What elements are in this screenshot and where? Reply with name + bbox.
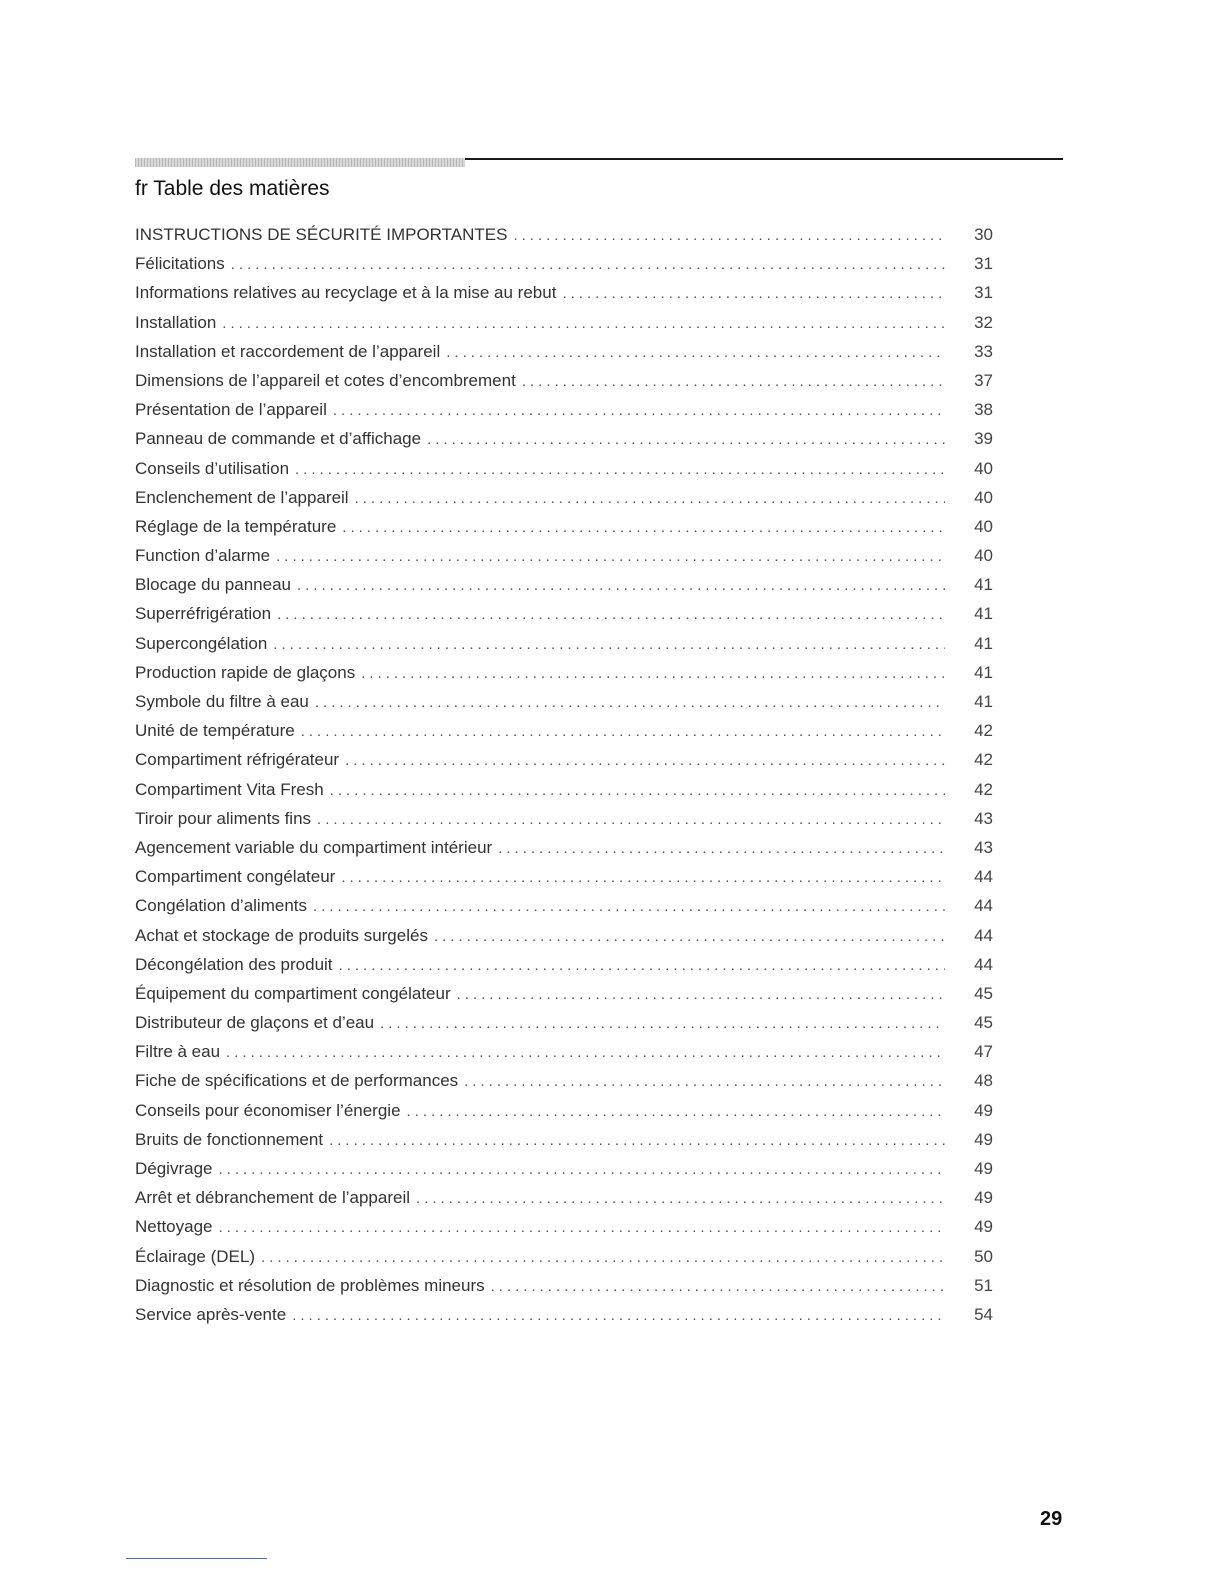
toc-entry-page: 51 xyxy=(974,1275,993,1295)
toc-entry-label: Dégivrage xyxy=(135,1159,213,1178)
toc-entry-page: 33 xyxy=(974,341,993,361)
toc-dot-leader xyxy=(457,986,945,1003)
toc-dot-leader xyxy=(498,840,945,857)
toc-entry[interactable] xyxy=(135,1247,993,1276)
toc-entry[interactable] xyxy=(135,1013,993,1042)
section-title: fr Table des matières xyxy=(135,177,330,200)
toc-entry-page: 41 xyxy=(974,692,993,711)
toc-entry-page: 44 xyxy=(974,896,993,916)
toc-dot-leader xyxy=(313,898,945,915)
toc-entry[interactable] xyxy=(135,809,993,838)
toc-entry[interactable] xyxy=(135,663,993,692)
toc-entry-page: 37 xyxy=(974,370,993,390)
toc-dot-leader xyxy=(513,227,945,244)
page-number: 29 xyxy=(1040,1508,1063,1530)
toc-entry[interactable] xyxy=(135,867,993,896)
toc-entry[interactable] xyxy=(135,604,993,633)
toc-entry-page: 48 xyxy=(974,1071,993,1091)
toc-dot-leader xyxy=(301,723,945,740)
toc-dot-leader xyxy=(380,1015,945,1032)
toc-entry-label: Arrêt et débranchement de l’appareil xyxy=(135,1188,410,1208)
toc-dot-leader xyxy=(491,1278,945,1295)
toc-dot-leader xyxy=(361,665,945,682)
toc-entry[interactable] xyxy=(135,1188,993,1217)
toc-entry-label: Filtre à eau xyxy=(135,1042,221,1062)
toc-dot-leader xyxy=(355,490,945,507)
toc-dot-leader xyxy=(464,1073,945,1090)
toc-dot-leader xyxy=(562,285,945,302)
toc-entry-page: 49 xyxy=(974,1129,993,1149)
toc-dot-leader xyxy=(315,694,945,711)
toc-entry-label: Réglage de la température xyxy=(135,516,337,536)
toc-entry[interactable] xyxy=(135,546,993,575)
toc-entry-label: Unité de température xyxy=(135,721,295,741)
toc-entry[interactable] xyxy=(135,1159,993,1188)
toc-dot-leader xyxy=(522,373,945,390)
toc-entry-label: Service après-vente xyxy=(135,1304,287,1324)
toc-entry-label: Informations relatives au recyclage et à la mise au rebut xyxy=(135,283,557,303)
toc-dot-leader xyxy=(341,869,945,886)
toc-entry-label: Présentation de l’appareil xyxy=(135,400,327,420)
toc-entry[interactable] xyxy=(135,896,993,925)
toc-entry[interactable] xyxy=(135,283,993,312)
toc-entry-label: Conseils pour économiser l’énergie xyxy=(135,1100,401,1120)
toc-entry[interactable] xyxy=(135,1276,993,1305)
toc-entry[interactable] xyxy=(135,459,993,488)
toc-dot-leader xyxy=(446,344,945,361)
toc-entry-label: Compartiment Vita Fresh xyxy=(135,779,324,799)
toc-entry-page: 44 xyxy=(974,925,993,945)
toc-entry[interactable] xyxy=(135,517,993,546)
toc-entry-page: 54 xyxy=(974,1304,993,1324)
toc-entry[interactable] xyxy=(135,955,993,984)
toc-entry[interactable] xyxy=(135,1071,993,1100)
toc-dot-leader xyxy=(219,1219,946,1236)
toc-dot-leader xyxy=(261,1249,945,1266)
toc-dot-leader xyxy=(276,548,945,565)
toc-entry-page: 49 xyxy=(974,1217,993,1237)
toc-dot-leader xyxy=(329,1132,945,1149)
toc-dot-leader xyxy=(427,431,945,448)
toc-entry-page: 31 xyxy=(974,254,993,274)
toc-entry-label: Production rapide de glaçons xyxy=(135,662,356,682)
toc-entry-label: Congélation d’aliments xyxy=(135,896,307,916)
toc-dot-leader xyxy=(222,315,945,332)
toc-entry[interactable] xyxy=(135,780,993,809)
toc-dot-leader xyxy=(317,811,945,828)
toc-entry[interactable] xyxy=(135,342,993,371)
toc-entry-label: Équipement du compartiment congélateur xyxy=(135,983,451,1003)
toc-entry-label: Décongélation des produit xyxy=(135,954,333,974)
toc-dot-leader xyxy=(297,577,945,594)
toc-entry-page: 43 xyxy=(974,837,993,857)
toc-entry-label: Blocage du panneau xyxy=(135,575,291,595)
toc-entry-page: 41 xyxy=(974,662,993,682)
toc-dot-leader xyxy=(219,1161,946,1178)
toc-entry[interactable] xyxy=(135,634,993,663)
toc-entry-page: 40 xyxy=(974,546,993,566)
toc-entry[interactable] xyxy=(135,721,993,750)
toc-dot-leader xyxy=(277,606,945,623)
footer-line xyxy=(126,1558,267,1559)
toc-entry-label: Enclenchement de l’appareil xyxy=(135,487,349,507)
toc-entry[interactable] xyxy=(135,254,993,283)
toc-entry-label: Distributeur de glaçons et d’eau xyxy=(135,1013,375,1033)
toc-dot-leader xyxy=(339,957,945,974)
toc-entry-label: Installation et raccordement de l’appareil xyxy=(135,341,441,361)
header-shaded-bar xyxy=(135,158,465,167)
toc-entry-page: 41 xyxy=(974,604,993,624)
toc-entry-label: Félicitations xyxy=(135,254,225,274)
toc-entry-page: 30 xyxy=(974,225,993,244)
toc-dot-leader xyxy=(295,461,945,478)
toc-entry[interactable] xyxy=(135,1042,993,1071)
toc-entry-label: Symbole du filtre à eau xyxy=(135,692,309,711)
toc-entry-label: Compartiment réfrigérateur xyxy=(135,750,340,770)
toc-entry[interactable] xyxy=(135,1101,993,1130)
toc-entry[interactable] xyxy=(135,750,993,779)
toc-entry-label: Panneau de commande et d’affichage xyxy=(135,429,422,449)
toc-dot-leader xyxy=(407,1103,945,1120)
toc-entry-page: 49 xyxy=(974,1159,993,1178)
toc-entry[interactable] xyxy=(135,926,993,955)
toc-entry[interactable] xyxy=(135,575,993,604)
toc-entry[interactable] xyxy=(135,400,993,429)
toc-dot-leader xyxy=(416,1190,945,1207)
toc-dot-leader xyxy=(330,782,945,799)
toc-entry[interactable] xyxy=(135,488,993,517)
toc-entry-page: 49 xyxy=(974,1188,993,1208)
toc-entry-page: 44 xyxy=(974,867,993,887)
toc-entry-page: 50 xyxy=(974,1246,993,1266)
toc-entry-page: 32 xyxy=(974,312,993,332)
toc-dot-leader xyxy=(273,636,945,653)
toc-entry-page: 31 xyxy=(974,283,993,303)
toc-entry[interactable] xyxy=(135,692,993,721)
toc-dot-leader xyxy=(226,1044,945,1061)
toc-entry-page: 41 xyxy=(974,575,993,595)
toc-entry-page: 43 xyxy=(974,808,993,828)
toc-dot-leader xyxy=(333,402,945,419)
toc-entry-label: Dimensions de l’appareil et cotes d’encombrement xyxy=(135,370,516,390)
toc-entry-page: 40 xyxy=(974,516,993,536)
toc-entry-page: 44 xyxy=(974,954,993,974)
table-of-contents xyxy=(135,225,993,1334)
toc-entry-label: Conseils d’utilisation xyxy=(135,458,290,478)
toc-entry-page: 39 xyxy=(974,429,993,449)
toc-dot-leader xyxy=(292,1307,945,1324)
toc-entry-page: 38 xyxy=(974,400,993,420)
toc-entry-label: Fiche de spécifications et de performances xyxy=(135,1071,459,1091)
toc-entry-label: Installation xyxy=(135,312,217,332)
toc-entry[interactable] xyxy=(135,429,993,458)
toc-entry-label: Agencement variable du compartiment intérieur xyxy=(135,837,493,857)
toc-entry-label: Compartiment congélateur xyxy=(135,867,336,887)
toc-entry-page: 40 xyxy=(974,487,993,507)
toc-entry-page: 41 xyxy=(974,633,993,653)
toc-entry-label: INSTRUCTIONS DE SÉCURITÉ IMPORTANTES xyxy=(135,225,508,244)
toc-entry[interactable] xyxy=(135,1305,993,1334)
toc-entry[interactable] xyxy=(135,225,993,254)
toc-entry[interactable] xyxy=(135,838,993,867)
toc-entry-label: Function d’alarme xyxy=(135,546,271,566)
toc-entry-label: Tiroir pour aliments fins xyxy=(135,808,312,828)
toc-entry-label: Achat et stockage de produits surgelés xyxy=(135,925,428,945)
toc-entry[interactable] xyxy=(135,313,993,342)
toc-entry-label: Diagnostic et résolution de problèmes mineurs xyxy=(135,1275,485,1295)
toc-entry-label: Éclairage (DEL) xyxy=(135,1246,255,1266)
toc-dot-leader xyxy=(345,752,945,769)
toc-entry-label: Superréfrigération xyxy=(135,604,272,624)
toc-entry-page: 42 xyxy=(974,750,993,770)
toc-dot-leader xyxy=(342,519,945,536)
toc-entry-page: 47 xyxy=(974,1042,993,1062)
toc-entry-page: 45 xyxy=(974,983,993,1003)
toc-dot-leader xyxy=(231,256,945,273)
toc-entry[interactable] xyxy=(135,1130,993,1159)
toc-entry[interactable] xyxy=(135,1217,993,1246)
toc-dot-leader xyxy=(434,928,945,945)
toc-entry[interactable] xyxy=(135,984,993,1013)
toc-entry-page: 49 xyxy=(974,1100,993,1120)
toc-entry[interactable] xyxy=(135,371,993,400)
toc-entry-label: Supercongélation xyxy=(135,633,268,653)
toc-entry-page: 40 xyxy=(974,458,993,478)
toc-entry-page: 42 xyxy=(974,779,993,799)
toc-entry-page: 45 xyxy=(974,1013,993,1033)
toc-entry-page: 42 xyxy=(974,721,993,741)
toc-entry-label: Nettoyage xyxy=(135,1217,213,1237)
toc-entry-label: Bruits de fonctionnement xyxy=(135,1129,324,1149)
